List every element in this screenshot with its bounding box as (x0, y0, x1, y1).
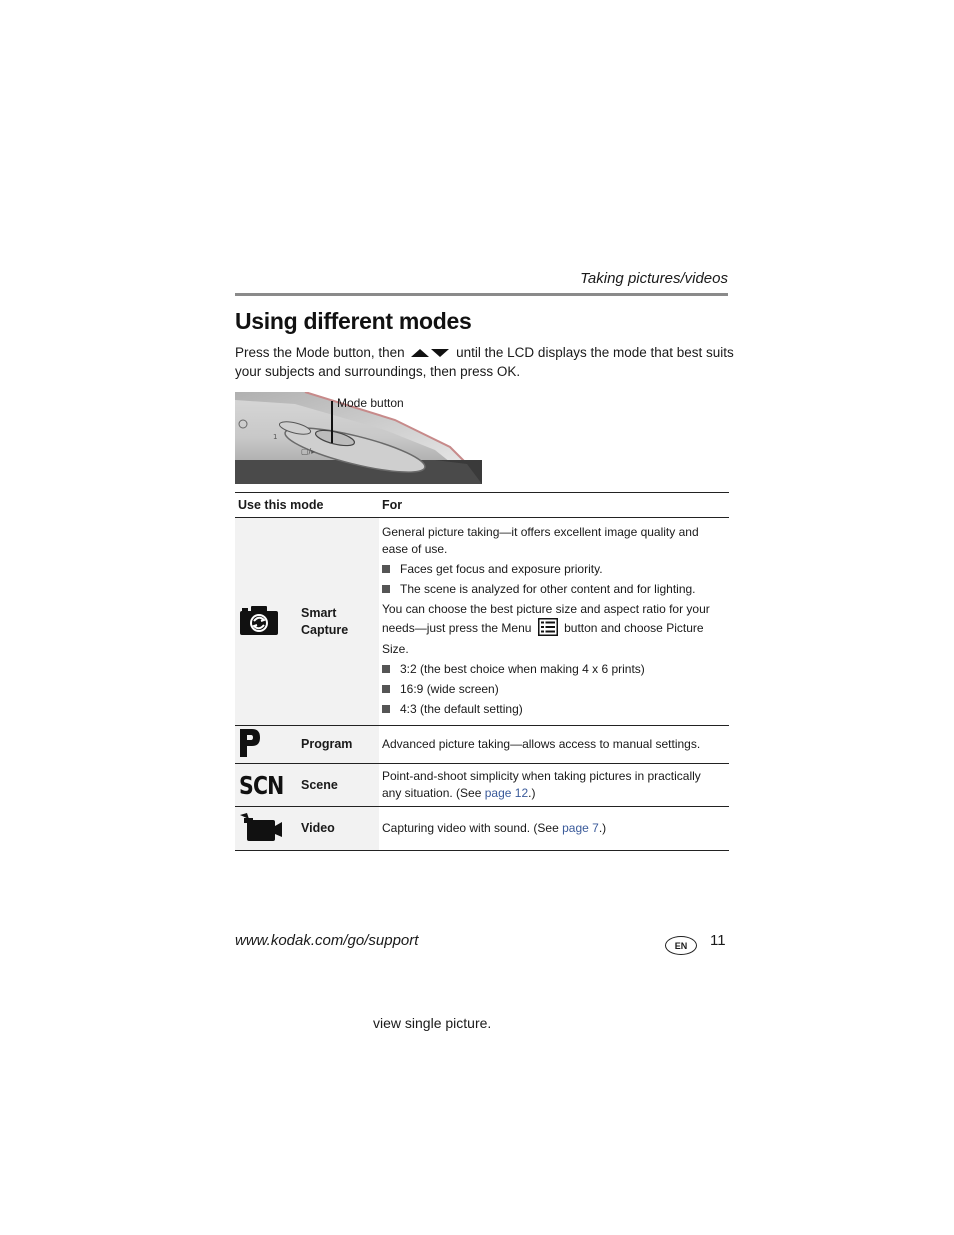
section-header: Taking pictures/videos (580, 270, 728, 287)
list-item: The scene is analyzed for other content and for lighting. (382, 581, 723, 598)
picture-size-instruction: You can choose the best picture size and aspect ratio for your needs—just press the Menu button and choose Picture Size. (382, 602, 710, 656)
menu-button-icon (538, 618, 558, 641)
smart-capture-description (379, 518, 729, 726)
video-name: Video (297, 807, 379, 851)
svg-text:▢/▸: ▢/▸ (301, 447, 316, 456)
up-down-arrows-icon (411, 345, 449, 363)
modes-table (235, 492, 729, 851)
video-camera-icon (239, 831, 283, 845)
list-item: 3:2 (the best choice when making 4 x 6 prints) (382, 661, 723, 678)
callout-line (331, 401, 333, 443)
table-row-scene (235, 764, 729, 807)
smart-capture-name-line1: Smart (301, 605, 337, 620)
video-description: Capturing video with sound. (See page 7.) (379, 807, 729, 851)
smart-capture-name-line2: Capture (301, 622, 349, 637)
scene-description: Point-and-shoot simplicity when taking pictures in practically any situation. (See page 12.) (379, 764, 729, 807)
intro-paragraph (235, 344, 735, 381)
program-p-icon (239, 747, 261, 761)
smart-capture-name (297, 518, 379, 726)
intro-text-start: Press the Mode button, then (235, 345, 405, 360)
scene-icon-cell (235, 764, 297, 807)
page-title: Using different modes (235, 308, 472, 334)
page-7-link[interactable]: page 7 (562, 821, 599, 835)
smart-capture-icon-cell (235, 518, 297, 726)
mode-button-callout: Mode button (337, 396, 404, 410)
language-badge: EN (665, 936, 697, 955)
program-icon-cell (235, 726, 297, 764)
support-url[interactable]: www.kodak.com/go/support (235, 932, 419, 949)
list-item: 16:9 (wide screen) (382, 681, 723, 698)
table-row-smart-capture (235, 518, 729, 726)
video-icon-cell (235, 807, 297, 851)
table-row-video (235, 807, 729, 851)
svg-text:1: 1 (273, 433, 278, 441)
stray-text: view single picture. (373, 1015, 492, 1031)
scene-name: Scene (297, 764, 379, 807)
column-header-for: For (379, 493, 729, 518)
page-12-link[interactable]: page 12 (484, 786, 529, 800)
intro-text-end: until the LCD displays the mode that best suits your subjects and surroundings, then press OK. (235, 345, 734, 379)
program-description: Advanced picture taking—allows access to manual settings. (379, 726, 729, 764)
column-header-mode: Use this mode (235, 493, 379, 518)
table-header-row (235, 493, 729, 518)
page-number: 11 (710, 932, 726, 949)
table-row-program (235, 726, 729, 764)
header-rule (235, 293, 728, 296)
smart-capture-camera-icon (239, 625, 279, 639)
list-item: 4:3 (the default setting) (382, 701, 723, 718)
list-item: Faces get focus and exposure priority. (382, 561, 723, 578)
scene-scn-icon: SCN (239, 770, 284, 800)
program-name: Program (297, 726, 379, 764)
smart-capture-desc: General picture taking—it offers excellent image quality and ease of use. (382, 525, 699, 556)
